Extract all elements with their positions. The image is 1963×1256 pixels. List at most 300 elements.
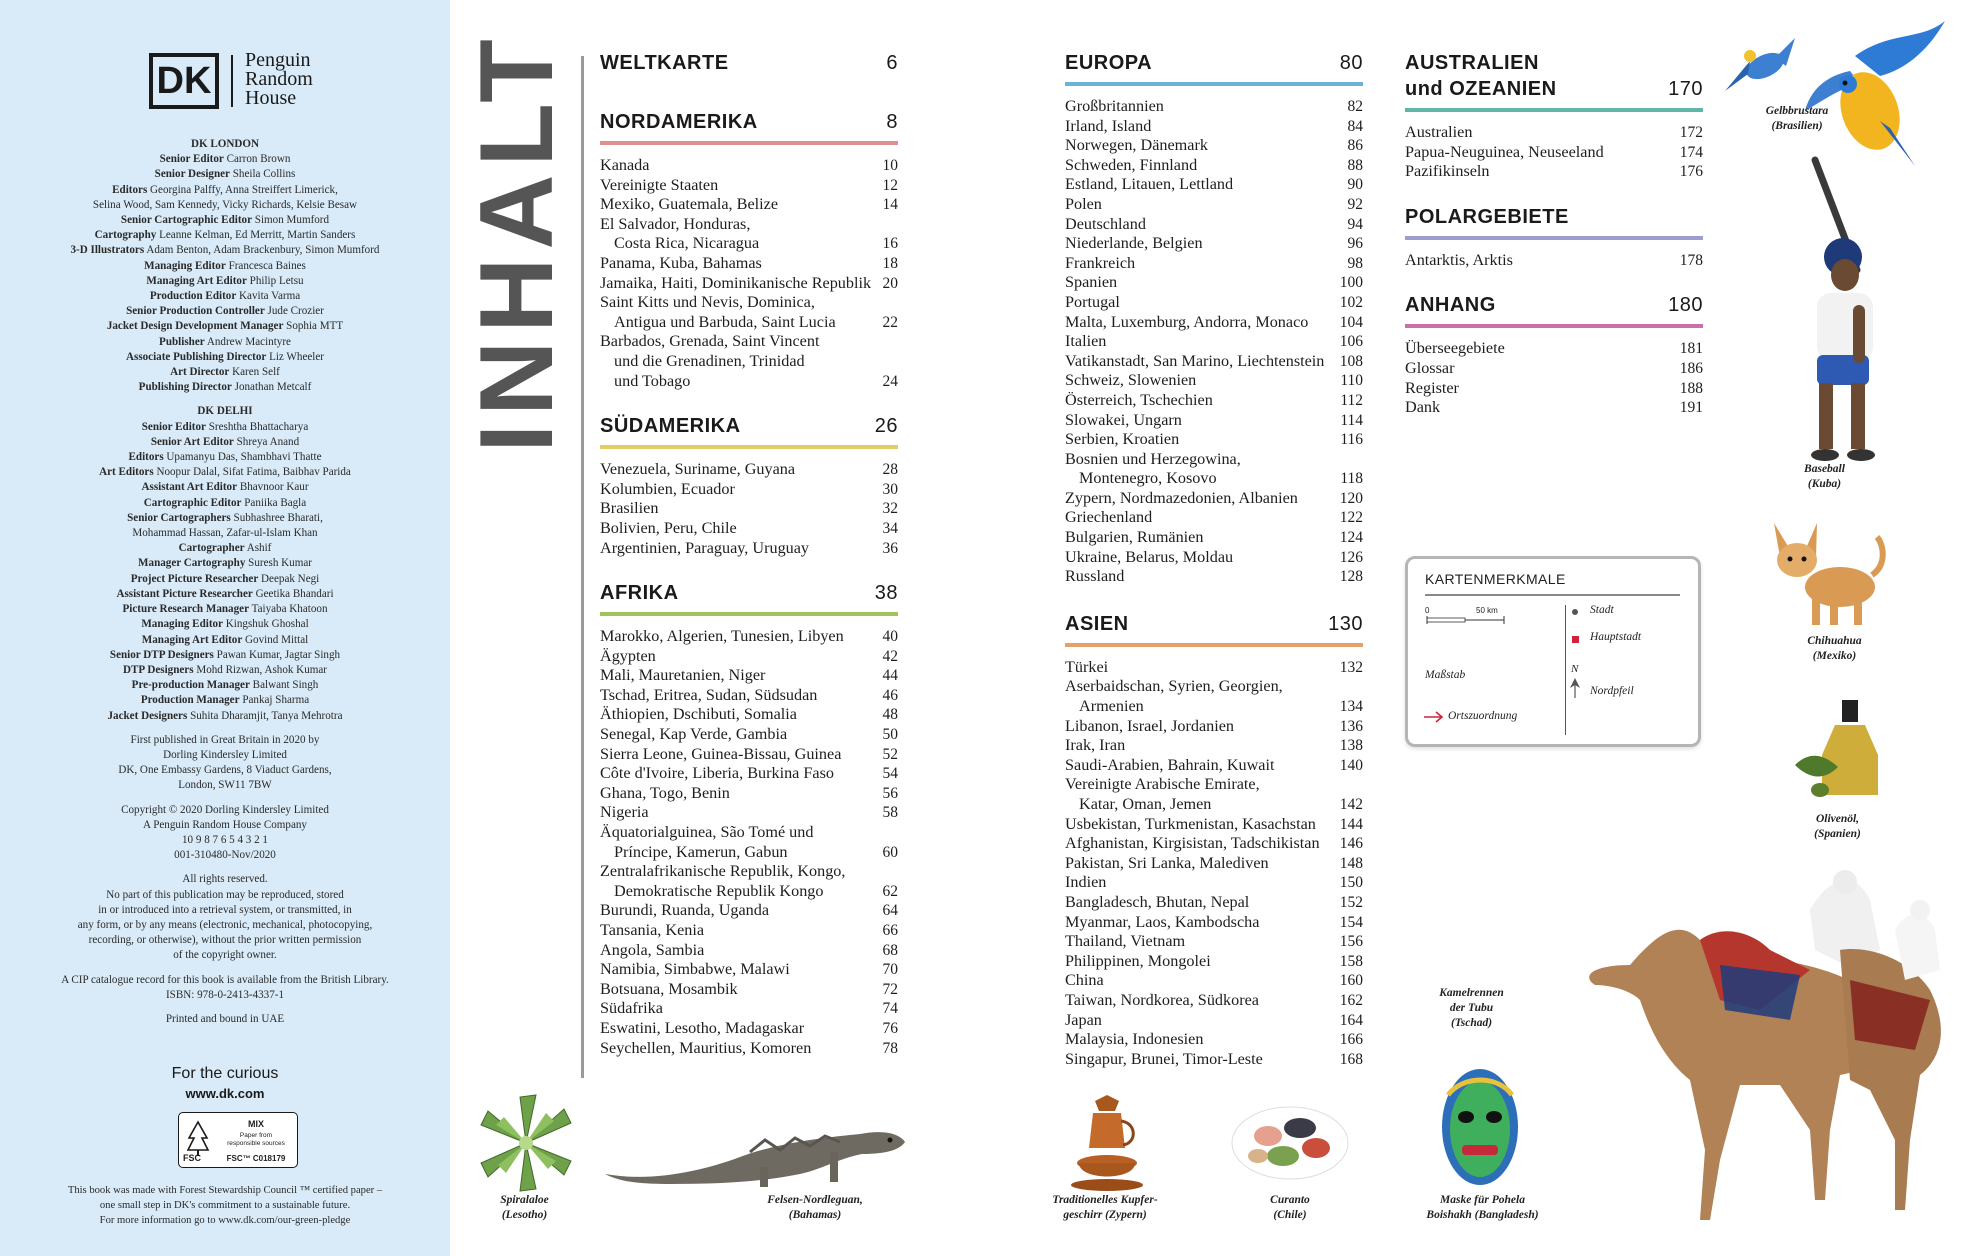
entry-label: El Salvador, Honduras,: [600, 214, 751, 233]
toc-entry[interactable]: [1065, 756, 1363, 776]
legend-north: Nordpfeil: [1590, 685, 1634, 697]
entry-label: Senegal, Kap Verde, Gambia: [600, 725, 788, 744]
credit-person: Leanne Kelman, Ed Merritt, Martin Sanders: [159, 229, 356, 242]
credit-role: DTP Designers: [122, 663, 194, 676]
toc-entry[interactable]: [1065, 971, 1363, 991]
entry-page: 74: [882, 1000, 898, 1018]
entry-page: 24: [882, 372, 898, 390]
forest-line: This book was made with Forest Stewardship Council ™ certified paper –: [67, 1185, 383, 1196]
toc-entry[interactable]: [600, 332, 898, 391]
credit-gap: [50, 724, 400, 733]
toc-entry[interactable]: [600, 293, 898, 332]
entry-label: Aserbaidschan, Syrien, Georgien,: [1065, 677, 1283, 696]
entry-label: Polen: [1065, 194, 1102, 213]
entry-label: Ghana, Togo, Benin: [600, 783, 730, 802]
entry-label: Antarktis, Arktis: [1405, 250, 1513, 269]
entry-label: Angola, Sambia: [600, 940, 705, 959]
credit-line: [50, 541, 400, 556]
section-title: [1405, 50, 1703, 102]
section-heading[interactable]: [1065, 50, 1363, 86]
entry-label: Burundi, Ruanda, Uganda: [600, 901, 770, 920]
toc-entry[interactable]: [1065, 1011, 1363, 1031]
toc-entry[interactable]: [1405, 143, 1703, 163]
credit-line: [50, 243, 400, 258]
toc-entry[interactable]: [1065, 508, 1363, 528]
credit-line: [50, 274, 400, 289]
fsc-code: FSC™ C018179: [226, 1154, 286, 1163]
credit-person: Kingshuk Ghoshal: [225, 618, 309, 631]
entry-label: Vatikanstadt, San Marino, Liechtenstein: [1065, 351, 1325, 370]
entry-label: Estland, Litauen, Lettland: [1065, 175, 1234, 194]
toc-entry[interactable]: [1065, 450, 1363, 489]
toc-entry[interactable]: [600, 1039, 898, 1059]
entry-label: Zypern, Nordmazedonien, Albanien: [1065, 488, 1298, 507]
entry-label: Nigeria: [600, 803, 649, 822]
entry-page: 46: [882, 686, 898, 704]
toc-entry[interactable]: [1065, 775, 1363, 814]
toc-entry[interactable]: [1405, 359, 1703, 379]
credit-role: Senior Editor: [159, 153, 224, 166]
entry-page: 110: [1340, 372, 1363, 390]
toc-entry[interactable]: [1065, 1050, 1363, 1070]
entry-page: 58: [882, 804, 898, 822]
toc-entry[interactable]: [600, 215, 898, 254]
toc-entry[interactable]: [600, 176, 898, 196]
entry-page: 158: [1339, 952, 1363, 970]
credit-heading: DK DELHI: [197, 405, 253, 418]
toc-entry[interactable]: [1065, 430, 1363, 450]
entry-page: 172: [1679, 124, 1703, 141]
caption-line: Traditionelles Kupfer-: [1052, 1194, 1158, 1206]
parrot-image: [1720, 16, 1950, 176]
entry-page: 54: [882, 765, 898, 783]
toc-title-wrap: [459, 31, 575, 453]
toc-entry[interactable]: [600, 823, 898, 862]
toc-entry[interactable]: [1065, 913, 1363, 933]
map-legend: [1405, 556, 1701, 747]
toc-entry[interactable]: [1065, 195, 1363, 215]
entry-page: 124: [1339, 529, 1363, 547]
credit-line: [50, 335, 400, 350]
toc-entry[interactable]: [600, 980, 898, 1000]
toc-entry[interactable]: [1065, 254, 1363, 274]
entry-page: 116: [1340, 431, 1363, 449]
toc-entry[interactable]: [1065, 332, 1363, 352]
section-page: 8: [886, 111, 898, 133]
credit-line: [50, 465, 400, 480]
toc-section: [600, 50, 898, 86]
section-entries: [600, 156, 898, 391]
iguana-image: [600, 1112, 910, 1192]
section-page: 130: [1328, 612, 1363, 635]
entry-label: Armenien: [1079, 697, 1144, 716]
entry-page: 64: [882, 902, 898, 920]
credit-line: [50, 587, 400, 602]
credit-role: Cartographer: [178, 542, 245, 555]
toc-entry[interactable]: [600, 999, 898, 1019]
imprint-line: any form, or by any means (electronic, mechanical, photocopying,: [77, 918, 373, 931]
imprint-line: A Penguin Random House Company: [143, 818, 307, 831]
entry-label: Tansania, Kenia: [600, 921, 705, 939]
pohela-mask-image: [1438, 1065, 1523, 1190]
credit-gap: [50, 794, 400, 803]
toc-entry[interactable]: [1065, 391, 1363, 411]
entry-page: 44: [882, 667, 898, 685]
entry-page: 108: [1339, 352, 1363, 370]
credit-line: [50, 556, 400, 571]
toc-entry[interactable]: [600, 519, 898, 539]
entry-label: Russland: [1065, 567, 1125, 586]
credit-person: Pankaj Sharma: [242, 694, 310, 707]
scale-km: 50 km: [1476, 606, 1498, 615]
entry-page: 14: [882, 196, 898, 214]
toc-entry[interactable]: [1065, 991, 1363, 1011]
toc-entry[interactable]: [600, 627, 898, 647]
credit-line: [50, 480, 400, 495]
entry-page: 92: [1347, 195, 1363, 213]
credit-line: [50, 678, 400, 693]
toc-entry[interactable]: [600, 156, 898, 176]
toc-entry[interactable]: [1065, 834, 1363, 854]
entry-label: Irak, Iran: [1065, 736, 1126, 755]
entry-label: Montenegro, Kosovo: [1079, 469, 1217, 488]
entry-label: Taiwan, Nordkorea, Südkorea: [1065, 990, 1259, 1009]
entry-label: Myanmar, Laos, Kambodscha: [1065, 912, 1260, 931]
credit-role: Senior Cartographic Editor: [120, 214, 252, 227]
credit-gap: [50, 1003, 400, 1012]
section-title: EUROPA: [1065, 52, 1153, 74]
toc-column-2: [1065, 50, 1363, 1069]
credit-person: Mohd Rizwan, Ashok Kumar: [196, 663, 327, 676]
section-title: SÜDAMERIKA: [600, 415, 741, 438]
toc-entry[interactable]: [600, 686, 898, 706]
toc-entry[interactable]: [600, 460, 898, 480]
entry-label: Malta, Luxemburg, Andorra, Monaco: [1065, 312, 1309, 331]
entry-page: 120: [1339, 489, 1363, 507]
caption-line: (Mexiko): [1812, 650, 1857, 662]
credit-person: Ashif: [246, 542, 272, 555]
entry-label: Venezuela, Suriname, Guyana: [600, 460, 796, 479]
section-page: 180: [1668, 294, 1703, 317]
section-heading[interactable]: [600, 413, 898, 449]
section-title: ASIEN: [1065, 612, 1129, 635]
credit-person: Francesca Baines: [228, 259, 306, 272]
section-title: ANHANG: [1405, 294, 1496, 317]
toc-entry[interactable]: [600, 901, 898, 921]
toc-entry[interactable]: [1065, 736, 1363, 756]
toc-entry[interactable]: [1065, 567, 1363, 587]
entry-label: Äquatorialguinea, São Tomé und: [600, 823, 814, 842]
section-heading[interactable]: [600, 50, 898, 86]
credit-line: [50, 380, 400, 395]
credit-person: Taiyaba Khatoon: [251, 603, 328, 616]
entry-page: 36: [882, 539, 898, 557]
entry-label: Bosnien und Herzegowina,: [1065, 449, 1241, 468]
toc-entry[interactable]: [1405, 162, 1703, 182]
credit-person: Georgina Palffy, Anna Streiffert Limerick,: [150, 183, 338, 196]
credit-person: Noopur Dalal, Sifat Fatima, Baibhav Parida: [156, 466, 351, 479]
toc-entry[interactable]: [600, 803, 898, 823]
toc-section: [1065, 611, 1363, 1069]
credit-gap: [50, 395, 400, 404]
imprint-line: 10 9 8 7 6 5 4 3 2 1: [182, 833, 268, 846]
section-entries: [600, 460, 898, 558]
entry-page: 181: [1679, 340, 1703, 358]
toc-entry[interactable]: [600, 725, 898, 745]
caption-line: (Brasilien): [1771, 120, 1823, 132]
toc-entry[interactable]: [1065, 528, 1363, 548]
toc-entry[interactable]: [600, 539, 898, 559]
toc-entry[interactable]: [600, 921, 898, 941]
entry-page: 164: [1339, 1011, 1363, 1029]
toc-entry[interactable]: [1065, 658, 1363, 678]
toc-entry[interactable]: [1065, 893, 1363, 913]
toc-entry[interactable]: [1065, 411, 1363, 431]
entry-page: 162: [1339, 991, 1363, 1009]
toc-entry[interactable]: [1065, 815, 1363, 835]
toc-entry[interactable]: [1065, 854, 1363, 874]
imprint-line: Dorling Kindersley Limited: [163, 748, 287, 761]
toc-entry[interactable]: [1405, 123, 1703, 143]
caption-iguana: [750, 1193, 880, 1223]
entry-page: 88: [1347, 156, 1363, 174]
printed-line: Printed and bound in UAE: [165, 1012, 285, 1025]
entry-label: Vereinigte Staaten: [600, 175, 719, 194]
caption-line: Spiralaloe: [500, 1194, 549, 1206]
credit-person: Sophia MTT: [286, 320, 344, 333]
section-heading[interactable]: [1065, 611, 1363, 647]
entry-page: 132: [1339, 658, 1363, 676]
entry-label: Tschad, Eritrea, Sudan, Südsudan: [600, 685, 818, 704]
entry-page: 146: [1339, 835, 1363, 853]
toc-entry[interactable]: [600, 862, 898, 901]
section-page: 26: [874, 415, 898, 438]
entry-page: 144: [1339, 815, 1363, 833]
entry-label: Deutschland: [1065, 214, 1146, 233]
toc-entry[interactable]: [600, 1019, 898, 1039]
entry-label: Jamaika, Haiti, Dominikanische Republik: [600, 273, 872, 292]
scale-zero: 0: [1425, 606, 1430, 615]
toc-entry[interactable]: [600, 960, 898, 980]
entry-page: 28: [882, 461, 898, 479]
logo-separator: [231, 55, 233, 107]
entry-page: 102: [1339, 293, 1363, 311]
toc-entry[interactable]: [1065, 97, 1363, 117]
toc-entry[interactable]: [1065, 234, 1363, 254]
credit-person: Selina Wood, Sam Kennedy, Vicky Richards, Kelsie Besaw: [92, 198, 358, 211]
credit-person: Kavita Varma: [239, 290, 301, 303]
toc-entry[interactable]: [600, 647, 898, 667]
toc-section: [1405, 292, 1703, 417]
toc-entry[interactable]: [1065, 293, 1363, 313]
legend-divider: [1565, 605, 1566, 735]
entry-page: 32: [882, 500, 898, 518]
section-entries: [1405, 123, 1703, 182]
toc-entry[interactable]: [1065, 873, 1363, 893]
toc-entry[interactable]: [1065, 136, 1363, 156]
entry-label: Türkei: [1065, 657, 1109, 676]
toc-entry[interactable]: [600, 745, 898, 765]
caption-camel: [1424, 986, 1519, 1031]
entry-label: Ukraine, Belarus, Moldau: [1065, 547, 1234, 566]
section-heading[interactable]: [1405, 204, 1703, 240]
entry-page: 78: [882, 1039, 898, 1057]
toc-section: [600, 580, 898, 1058]
entry-label: Brasilien: [600, 499, 659, 518]
credit-line: [50, 526, 400, 541]
toc-entry[interactable]: [1065, 156, 1363, 176]
toc-entry[interactable]: [1065, 117, 1363, 137]
entry-label: Papua-Neuguinea, Neuseeland: [1405, 142, 1604, 161]
credit-role: Managing Art Editor: [141, 633, 243, 646]
section-page: 170: [1668, 78, 1703, 100]
toc-entry[interactable]: [1405, 379, 1703, 399]
toc-entry[interactable]: [600, 666, 898, 686]
entry-page: 160: [1339, 972, 1363, 990]
credit-line: [50, 228, 400, 243]
toc-entry[interactable]: [1065, 175, 1363, 195]
toc-entry[interactable]: [600, 499, 898, 519]
imprint-line: All rights reserved.: [182, 873, 268, 886]
credit-person: Jude Crozier: [267, 305, 324, 318]
credits-panel: [0, 0, 450, 1256]
toc-entry[interactable]: [600, 480, 898, 500]
credit-role: Picture Research Manager: [122, 603, 249, 616]
caption-aloe: [477, 1193, 572, 1223]
section-heading[interactable]: [1405, 292, 1703, 328]
toc-entry[interactable]: [1065, 677, 1363, 716]
toc-entry[interactable]: [1065, 489, 1363, 509]
imprint-line: 001-310480-Nov/2020: [174, 849, 276, 862]
toc-entry[interactable]: [1405, 251, 1703, 271]
section-heading[interactable]: [600, 109, 898, 145]
scale-bar-icon: [1426, 615, 1506, 625]
olive-oil-image: [1790, 695, 1890, 805]
entry-page: 178: [1679, 251, 1703, 269]
copper-pot-image: [1065, 1093, 1155, 1193]
entry-label: Frankreich: [1065, 253, 1136, 272]
section-page: 6: [886, 52, 898, 74]
entry-label: und Tobago: [614, 371, 691, 390]
entry-page: 114: [1340, 411, 1363, 429]
credit-line: [50, 183, 400, 198]
entry-page: 168: [1339, 1050, 1363, 1068]
entry-label: Griechenland: [1065, 508, 1153, 527]
credit-role: Senior DTP Designers: [109, 648, 214, 661]
fsc-sub: [217, 1132, 295, 1147]
entry-label: Thailand, Vietnam: [1065, 932, 1186, 951]
entry-label: Indien: [1065, 873, 1107, 892]
toc-entry[interactable]: [1405, 398, 1703, 418]
entry-page: 128: [1339, 568, 1363, 586]
entry-label: Japan: [1065, 1010, 1102, 1029]
entry-page: 174: [1679, 143, 1703, 161]
caption-line: (Chile): [1273, 1209, 1307, 1221]
credit-role: Managing Editor: [141, 618, 223, 631]
publisher-name: [245, 51, 335, 108]
website-link[interactable]: www.dk.com: [185, 1086, 265, 1101]
dk-logo: [149, 49, 329, 109]
entry-page: 118: [1340, 470, 1363, 488]
entry-label: Niederlande, Belgien: [1065, 234, 1203, 253]
toc-entry[interactable]: [1065, 273, 1363, 293]
credit-role: Publisher: [159, 335, 205, 348]
entry-label: Barbados, Grenada, Saint Vincent: [600, 332, 820, 351]
caption-line: Felsen-Nordleguan,: [767, 1194, 863, 1206]
toc-entry[interactable]: [1065, 313, 1363, 333]
entry-page: 166: [1339, 1031, 1363, 1049]
entry-label: Katar, Oman, Jemen: [1079, 795, 1212, 813]
toc-entry[interactable]: [1065, 352, 1363, 372]
section-heading[interactable]: [600, 580, 898, 616]
toc-entry[interactable]: [600, 195, 898, 215]
toc-entry[interactable]: [600, 254, 898, 274]
credit-person: Andrew Macintyre: [206, 335, 291, 348]
toc-entry[interactable]: [1065, 1030, 1363, 1050]
section-heading[interactable]: [1405, 50, 1703, 112]
toc-entry[interactable]: [1065, 215, 1363, 235]
entry-label: Namibia, Simbabwe, Malawi: [600, 960, 790, 979]
entry-label: Marokko, Algerien, Tunesien, Libyen: [600, 627, 844, 646]
publisher-line: Penguin: [245, 49, 311, 71]
credit-person: Subhashree Bharati,: [233, 511, 323, 524]
credit-role: Cartography: [94, 229, 157, 242]
credit-person: Govind Mittal: [245, 633, 309, 646]
entry-page: 140: [1339, 756, 1363, 774]
toc-entry[interactable]: [1065, 548, 1363, 568]
city-dot-icon: [1572, 609, 1578, 615]
toc-section: [600, 109, 898, 391]
credit-line: [50, 693, 400, 708]
toc-entry[interactable]: [1065, 371, 1363, 391]
credit-role: Senior Editor: [141, 420, 206, 433]
entry-label: Vereinigte Arabische Emirate,: [1065, 775, 1260, 794]
section-title: NORDAMERIKA: [600, 111, 758, 133]
entry-label: Äthiopien, Dschibuti, Somalia: [600, 705, 797, 724]
toc-divider: [581, 56, 584, 1078]
toc-entry[interactable]: [1065, 932, 1363, 952]
credit-person: Philip Letsu: [249, 274, 304, 287]
toc-entry[interactable]: [600, 764, 898, 784]
caption-line: Boishakh (Bangladesh): [1426, 1209, 1539, 1221]
entry-label: Mexiko, Guatemala, Belize: [600, 195, 778, 214]
entry-page: 48: [882, 706, 898, 724]
toc-entry[interactable]: [600, 941, 898, 961]
entry-label: Botsuana, Mosambik: [600, 979, 738, 998]
toc-entry[interactable]: [600, 705, 898, 725]
caption-line: Chihuahua: [1807, 635, 1862, 647]
entry-label: Überseegebiete: [1405, 339, 1505, 358]
toc-entry[interactable]: [1065, 717, 1363, 737]
toc-entry[interactable]: [1065, 952, 1363, 972]
toc-entry[interactable]: [1405, 339, 1703, 359]
credit-role: Pre-production Manager: [131, 679, 250, 692]
credit-line: [50, 648, 400, 663]
legend-capital: Hauptstadt: [1590, 631, 1642, 643]
caption-line: der Tubu: [1449, 1002, 1494, 1014]
legend-scale: Maßstab: [1425, 669, 1466, 681]
credit-role: Art Director: [170, 366, 230, 379]
credit-role: Managing Art Editor: [146, 274, 247, 287]
credit-line: [50, 709, 400, 724]
entry-label: Dank: [1405, 398, 1441, 417]
toc-entry[interactable]: [600, 274, 898, 294]
entry-page: 66: [882, 922, 898, 939]
entry-page: 112: [1340, 391, 1363, 409]
entry-label: Großbritannien: [1065, 97, 1164, 115]
forest-note: [40, 1183, 410, 1228]
toc-entry[interactable]: [600, 784, 898, 804]
